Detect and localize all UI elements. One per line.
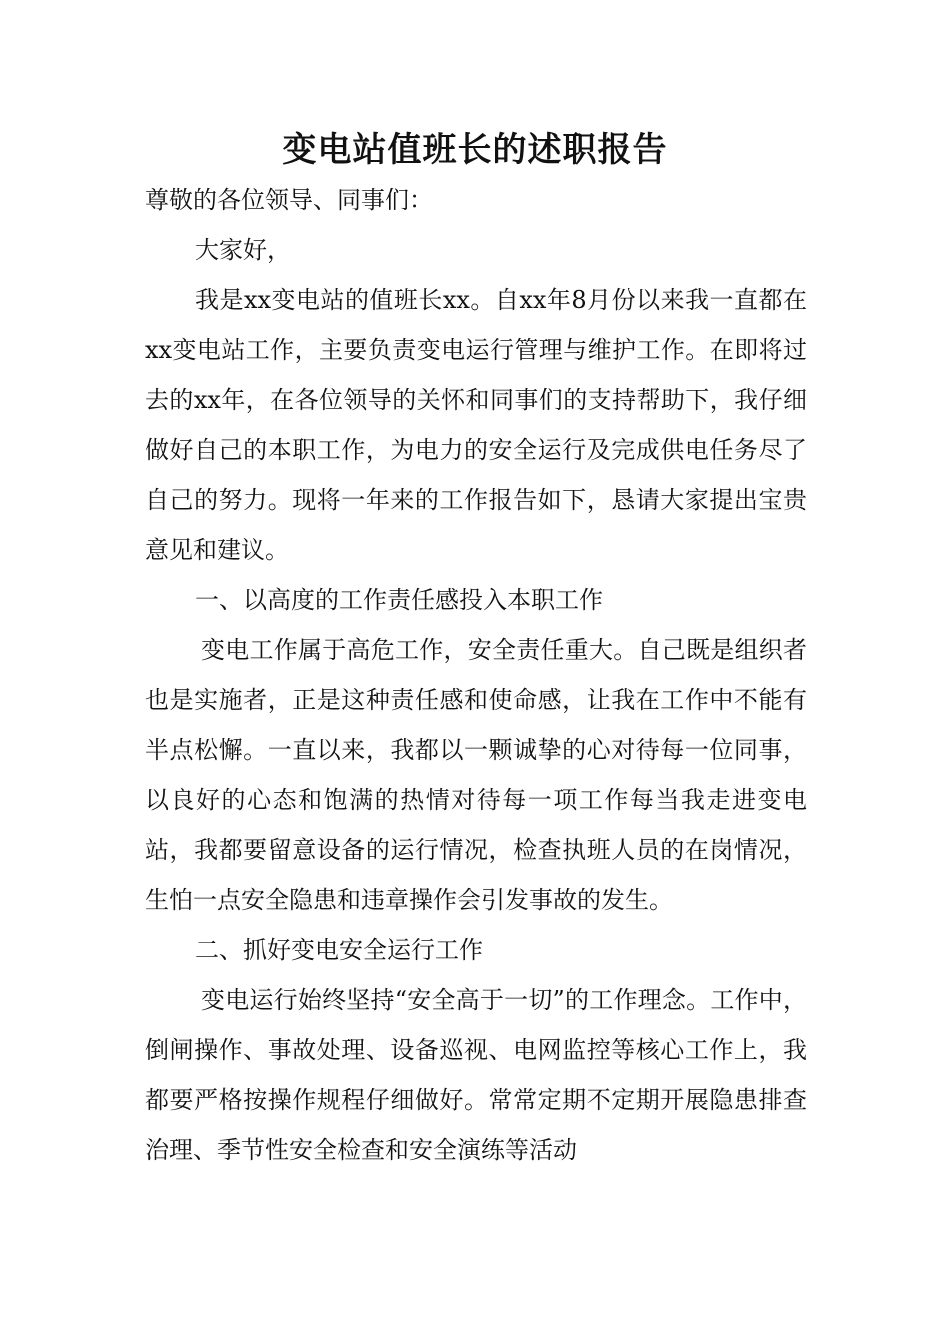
document-title: 变电站值班长的述职报告 <box>282 130 668 170</box>
section-2-paragraph: 变电运行始终坚持“安全高于一切”的工作理念。工作中，倒闸操作、事故处理、设备巡视、电网监控等核心工作上，我都要严格按操作规程仔细做好。常常定期不定期开展隐患排查治理、季节性安全检查和安全演练等活动 <box>145 986 807 1164</box>
section-2-heading: 二、抓好变电安全运行工作 <box>195 936 483 964</box>
intro-paragraph: 我是xx变电站的值班长xx。自xx年8月份以来我一直都在xx变电站工作，主要负责变电运行管理与维护工作。在即将过去的xx年，在各位领导的关怀和同事们的支持帮助下，我仔细做好自己的本职工作，为电力的安全运行及完成供电任务尽了自己的努力。现将一年来的工作报告如下，恳请大家提出宝贵意见和建议。 <box>145 286 807 564</box>
document-body <box>145 175 807 1175</box>
section-1-heading: 一、以高度的工作责任感投入本职工作 <box>195 586 603 614</box>
section-1-paragraph: 变电工作属于高危工作，安全责任重大。自己既是组织者也是实施者，正是这种责任感和使命感，让我在工作中不能有半点松懈。一直以来，我都以一颗诚挚的心对待每一位同事，以良好的心态和饱满的热情对待每一项工作每当我走进变电站，我都要留意设备的运行情况，检查执班人员的在岗情况，生怕一点安全隐患和违章操作会引发事故的发生。 <box>145 636 807 914</box>
greeting: 大家好， <box>195 236 291 264</box>
salutation: 尊敬的各位领导、同事们： <box>145 186 433 214</box>
